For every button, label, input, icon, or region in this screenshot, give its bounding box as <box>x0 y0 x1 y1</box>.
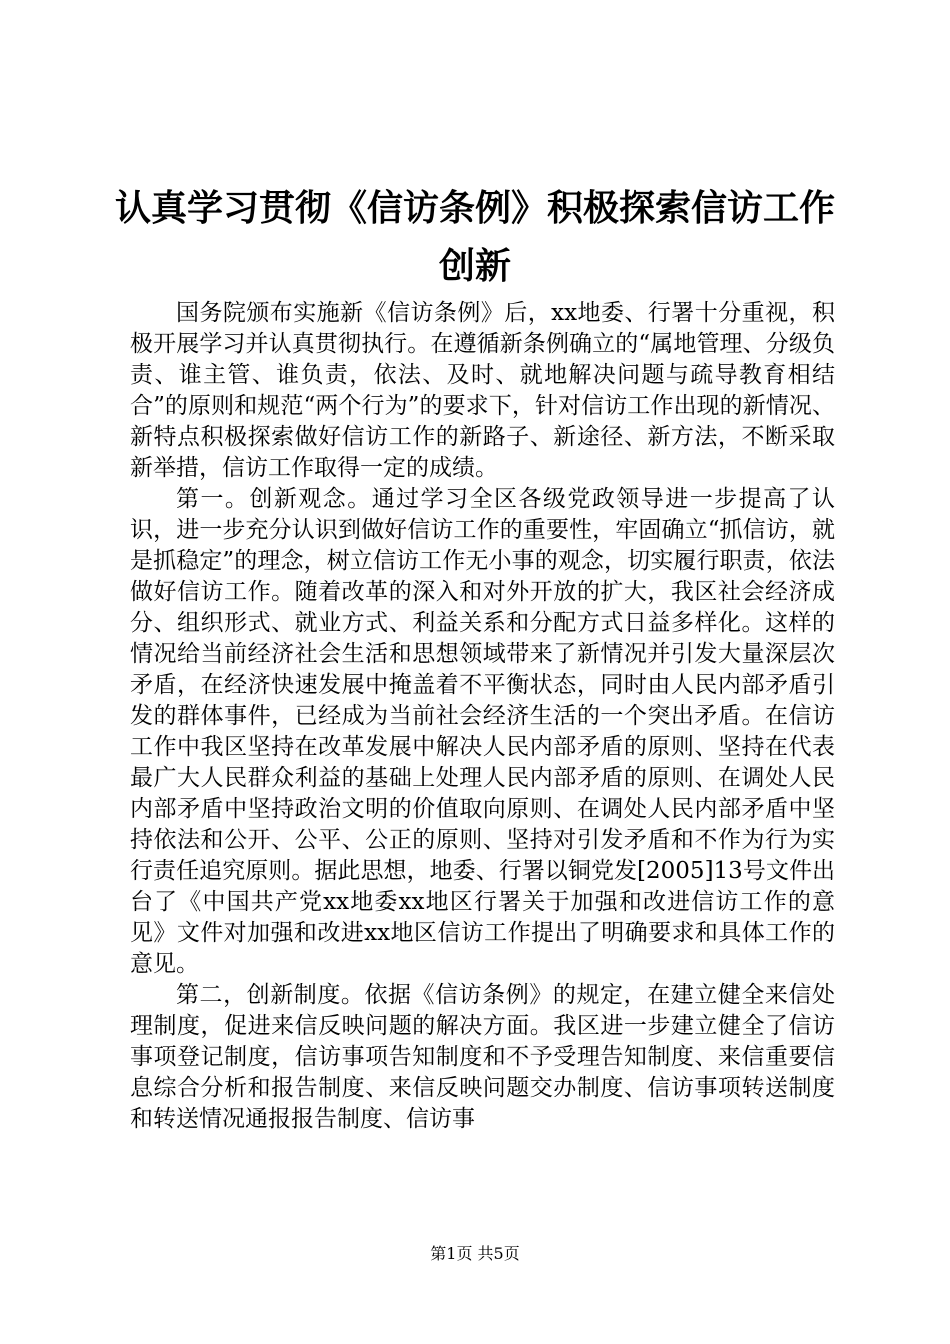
document-title <box>110 180 840 296</box>
title-line-1: 认真学习贯彻《信访条例》积极探索信访工作 <box>114 188 835 229</box>
title-line-2: 创新 <box>438 246 511 287</box>
page-footer: 第1页 共5页 <box>430 1244 520 1263</box>
paragraph-second-innovation: 第二，创新制度。依据《信访条例》的规定，在建立健全来信处理制度，促进来信反映问题的解决方面。我区进一步建立健全了信访事项登记制度，信访事项告知制度和不予受理告知制度、来信重要信息综合分析和报告制度、来信反映问题交办制度、信访事项转送制度和转送情况通报报告制度、信访事 <box>130 982 835 1132</box>
document-body <box>130 298 835 1135</box>
paragraph-first-innovation: 第一。创新观念。通过学习全区各级党政领导进一步提高了认识，进一步充分认识到做好信访工作的重要性，牢固确立“抓信访，就是抓稳定”的理念，树立信访工作无小事的观念，切实履行职责，依法做好信访工作。随着改革的深入和对外开放的扩大，我区社会经济成分、组织形式、就业方式、利益关系和分配方式日益多样化。这样的情况给当前经济社会生活和思想领域带来了新情况并引发大量深层次矛盾，在经济快速发展中掩盖着不平衡状态，同时由人民内部矛盾引发的群体事件，已经成为当前社会经济生活的一个突出矛盾。在信访工作中我区坚持在改革发展中解决人民内部矛盾的原则、坚持在代表最广大人民群众利益的基础上处理人民内部矛盾的原则、在调处人民内部矛盾中坚持政治文明的价值取向原则、在调处人民内部矛盾中坚持依法和公开、公平、公正的原则、坚持对引发矛盾和不作为行为实行责任追究原则。据此思想，地委、行署以铜党发[2005]13号文件出台了《中国共产党xx地委xx地区行署关于加强和改进信访工作的意见》文件对加强和改进xx地区信访工作提出了明确要求和具体工作的意见。 <box>130 486 835 977</box>
paragraph-intro: 国务院颁布实施新《信访条例》后，xx地委、行署十分重视，积极开展学习并认真贯彻执行。在遵循新条例确立的“属地管理、分级负责、谁主管、谁负责，依法、及时、就地解决问题与疏导教育相结合”的原则和规范“两个行为”的要求下，针对信访工作出现的新情况、新特点积极探索做好信访工作的新路子、新途径、新方法，不断采取新举措，信访工作取得一定的成绩。 <box>130 300 835 481</box>
